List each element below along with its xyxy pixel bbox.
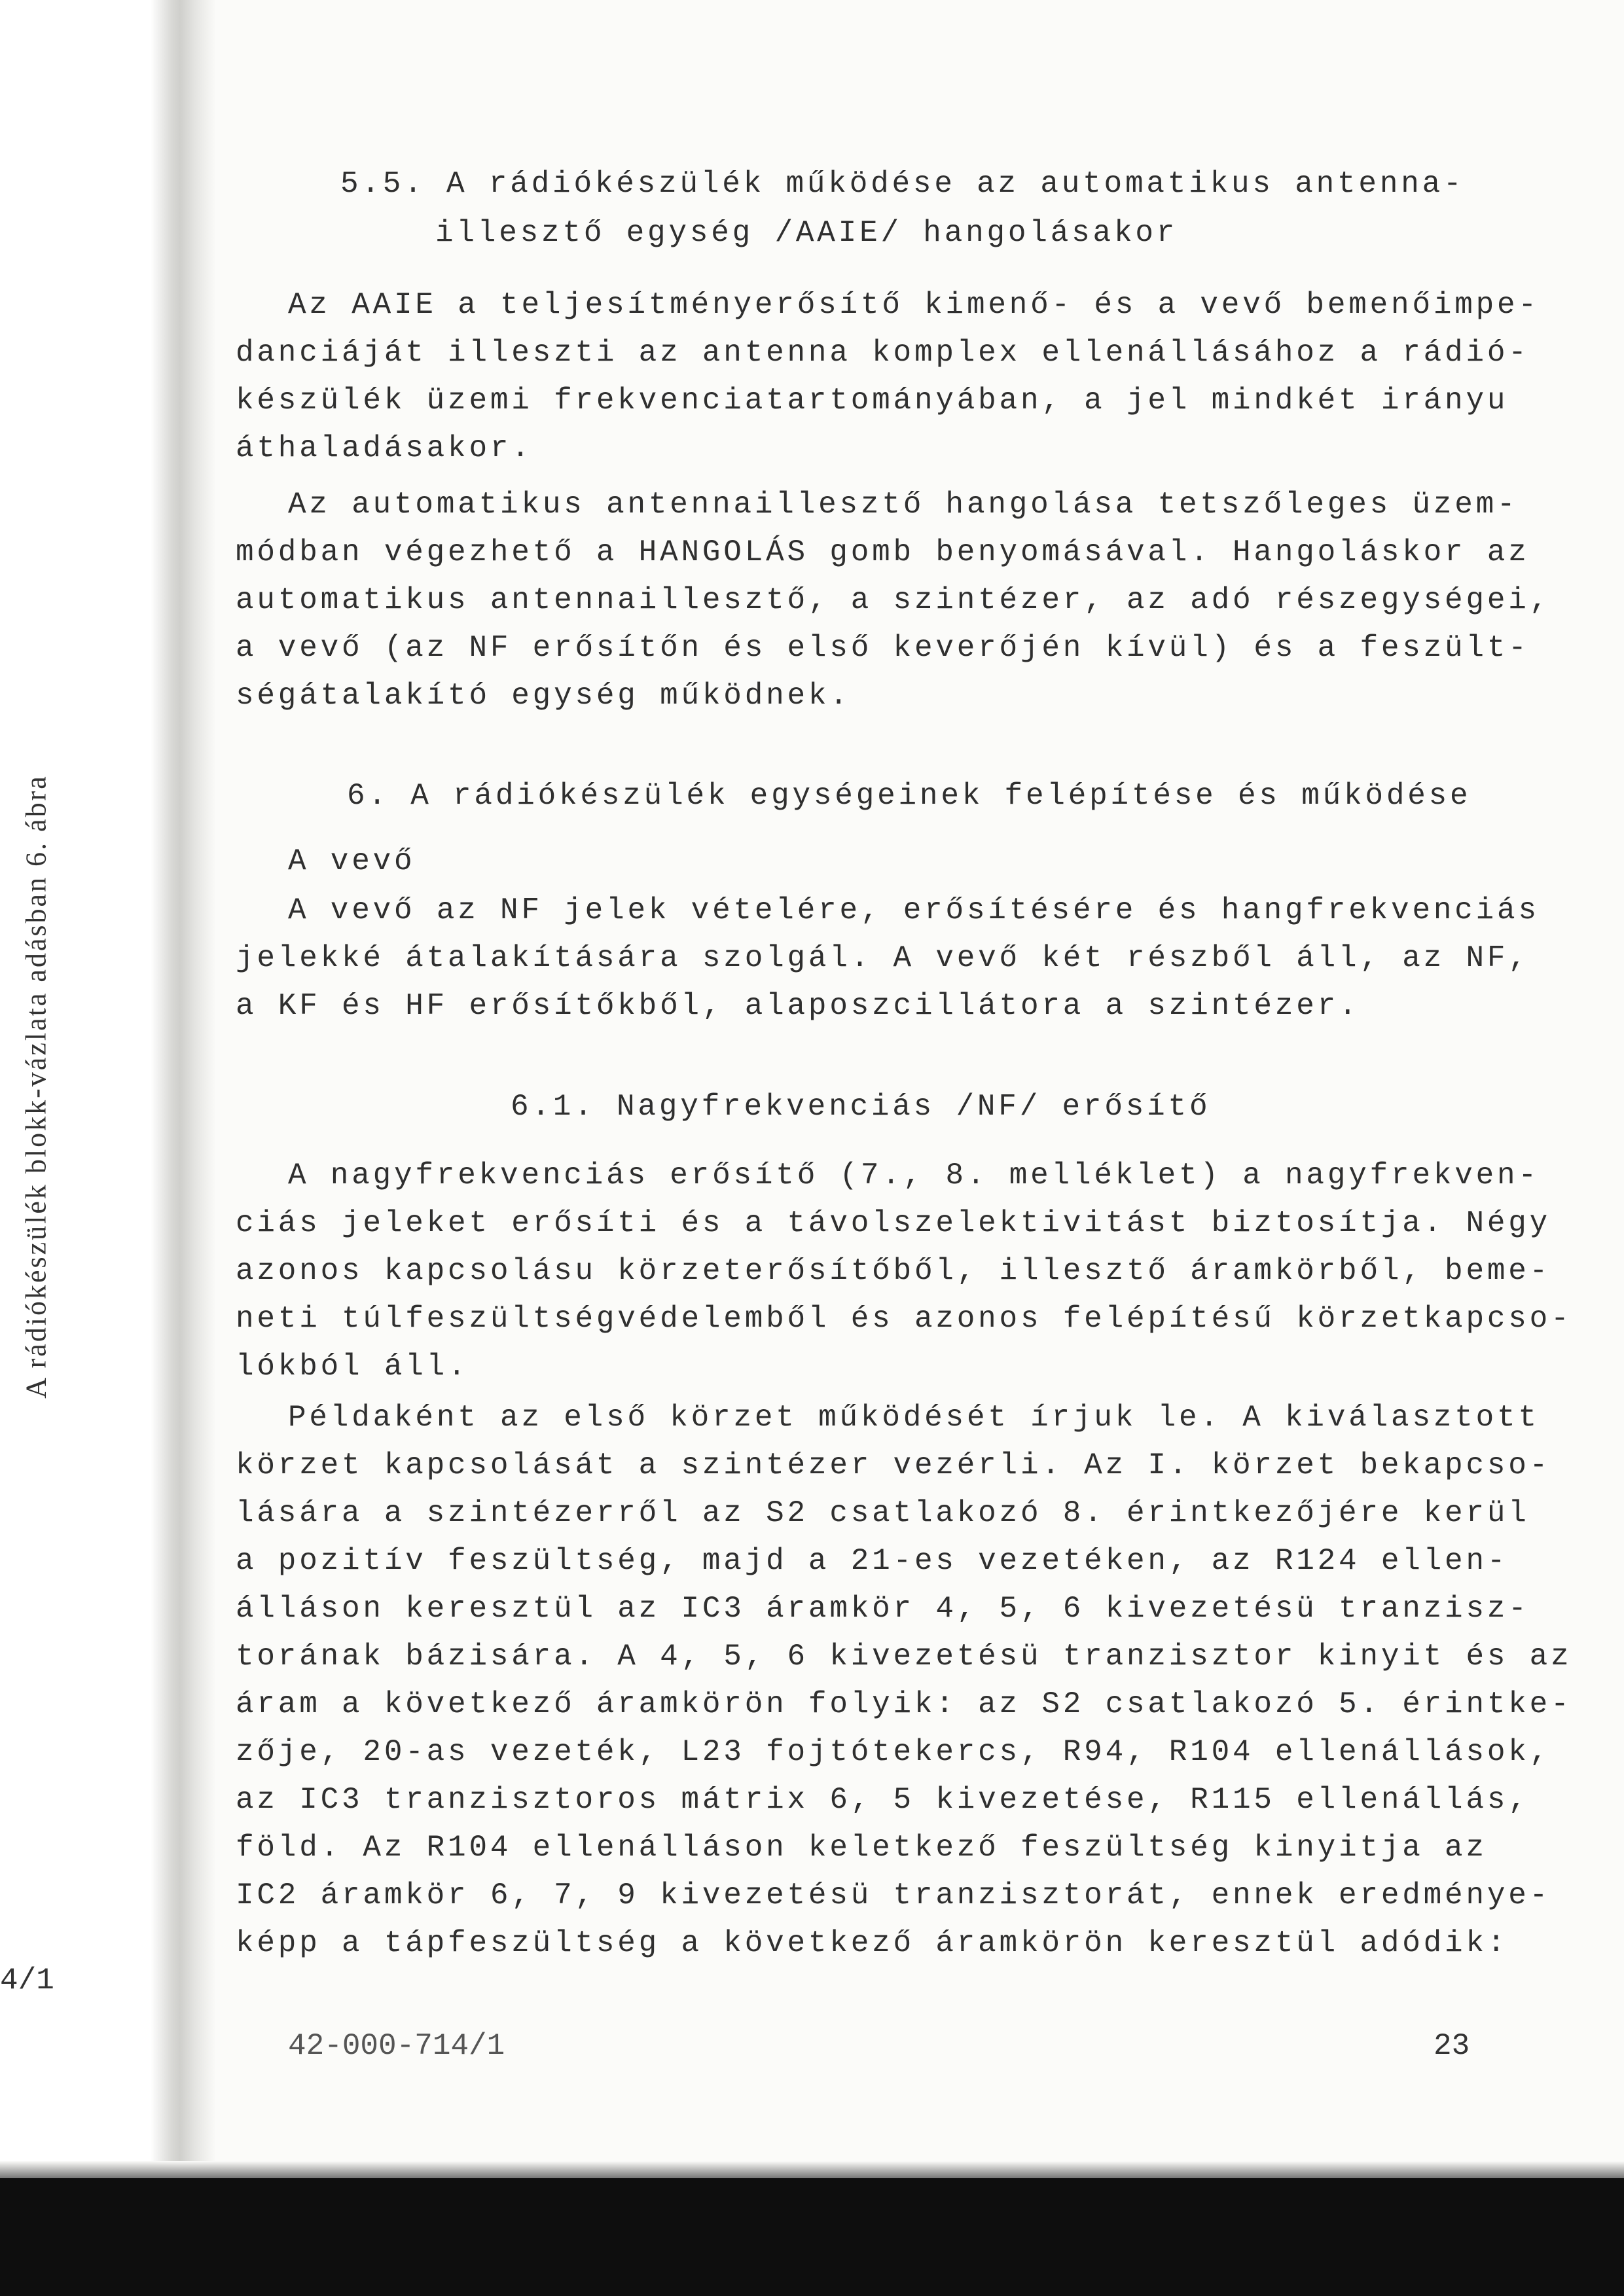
paragraph-line: föld. Az R104 ellenálláson keletkező feszültség kinyitja az xyxy=(236,1831,1487,1865)
paragraph-line: neti túlfeszültségvédelemből és azonos felépítésű körzetkapcso- xyxy=(236,1302,1572,1336)
paragraph-line: automatikus antennaillesztő, a szintézer, az adó részegységei, xyxy=(236,583,1551,617)
paragraph-line: zője, 20-as vezeték, L23 fojtótekercs, R94, R104 ellenállások, xyxy=(236,1735,1551,1769)
paragraph-line: áram a következő áramkörön folyik: az S2 csatlakozó 5. érintke- xyxy=(236,1687,1572,1721)
paragraph-line: az IC3 tranzisztoros mátrix 6, 5 kivezetése, R115 ellenállás, xyxy=(236,1783,1530,1817)
paragraph-line: lókból áll. xyxy=(236,1350,469,1384)
paragraph-line: azonos kapcsolásu körzeterősítőből, illesztő áramkörből, beme- xyxy=(236,1254,1551,1288)
paragraph-line: jelekké átalakítására szolgál. A vevő két részből áll, az NF, xyxy=(236,941,1530,975)
page-number: 23 xyxy=(1434,2029,1470,2063)
paragraph-line: körzet kapcsolását a szintézer vezérli. Az I. körzet bekapcso- xyxy=(236,1448,1551,1482)
section-heading-5-5: 5.5. A rádiókészülék működése az automatikus antenna- xyxy=(340,167,1465,201)
subheading-vevo: A vevő xyxy=(288,844,416,878)
paragraph-line: IC2 áramkör 6, 7, 9 kivezetésü tranzisztorát, ennek eredménye- xyxy=(236,1878,1551,1912)
paragraph-line: ciás jeleket erősíti és a távolszelektivitást biztosítja. Négy xyxy=(236,1206,1551,1240)
chapter-heading-6: 6. A rádiókészülék egységeinek felépítése és működése xyxy=(347,779,1471,813)
paragraph-line: torának bázisára. A 4, 5, 6 kivezetésü tranzisztor kinyit és az xyxy=(236,1640,1572,1674)
paragraph-line: A vevő az NF jelek vételére, erősítésére és hangfrekvenciás xyxy=(288,893,1540,927)
scan-bottom-edge xyxy=(0,2178,1624,2296)
paragraph-line: A nagyfrekvenciás erősítő (7., 8. melléklet) a nagyfrekven- xyxy=(288,1158,1540,1193)
section-heading-5-5-cont: illesztő egység /AAIE/ hangolásakor xyxy=(435,216,1178,250)
paragraph-line: Az automatikus antennaillesztő hangolása tetszőleges üzem- xyxy=(288,488,1519,522)
paragraph-line: álláson keresztül az IC3 áramkör 4, 5, 6 kivezetésü tranzisz- xyxy=(236,1592,1530,1626)
paragraph-line: áthaladásakor. xyxy=(236,431,533,465)
paragraph-line: a KF és HF erősítőkből, alaposzcillátora a szintézer. xyxy=(236,989,1360,1023)
paragraph-line: lására a szintézerről az S2 csatlakozó 8. érintkezőjére kerül xyxy=(236,1496,1530,1530)
paragraph-line: készülék üzemi frekvenciatartományában, a jel mindkét irányu xyxy=(236,384,1509,418)
rotated-figure-caption: A rádiókészülék blokk-vázlata adásban 6. ábra xyxy=(20,774,52,1399)
section-heading-6-1: 6.1. Nagyfrekvenciás /NF/ erősítő xyxy=(511,1090,1211,1124)
paragraph-line: Példaként az első körzet működését írjuk le. A kiválasztott xyxy=(288,1401,1540,1435)
paragraph-line: danciáját illeszti az antenna komplex ellenállásához a rádió- xyxy=(236,336,1530,370)
paragraph-line: képp a tápfeszültség a következő áramkörön keresztül adódik: xyxy=(236,1926,1509,1960)
paragraph-line: a pozitív feszültség, majd a 21-es vezetéken, az R124 ellen- xyxy=(236,1544,1509,1578)
document-code: 42-000-714/1 xyxy=(288,2029,505,2063)
paragraph-line: a vevő (az NF erősítőn és első keverőjén kívül) és a feszült- xyxy=(236,631,1530,665)
paragraph-line: módban végezhető a HANGOLÁS gomb benyomásával. Hangoláskor az xyxy=(236,535,1530,569)
paragraph-line: ségátalakító egység működnek. xyxy=(236,679,851,713)
side-page-number: 4/1 xyxy=(0,1964,54,1998)
paragraph-line: Az AAIE a teljesítményerősítő kimenő- és a vevő bemenőimpe- xyxy=(288,288,1540,322)
